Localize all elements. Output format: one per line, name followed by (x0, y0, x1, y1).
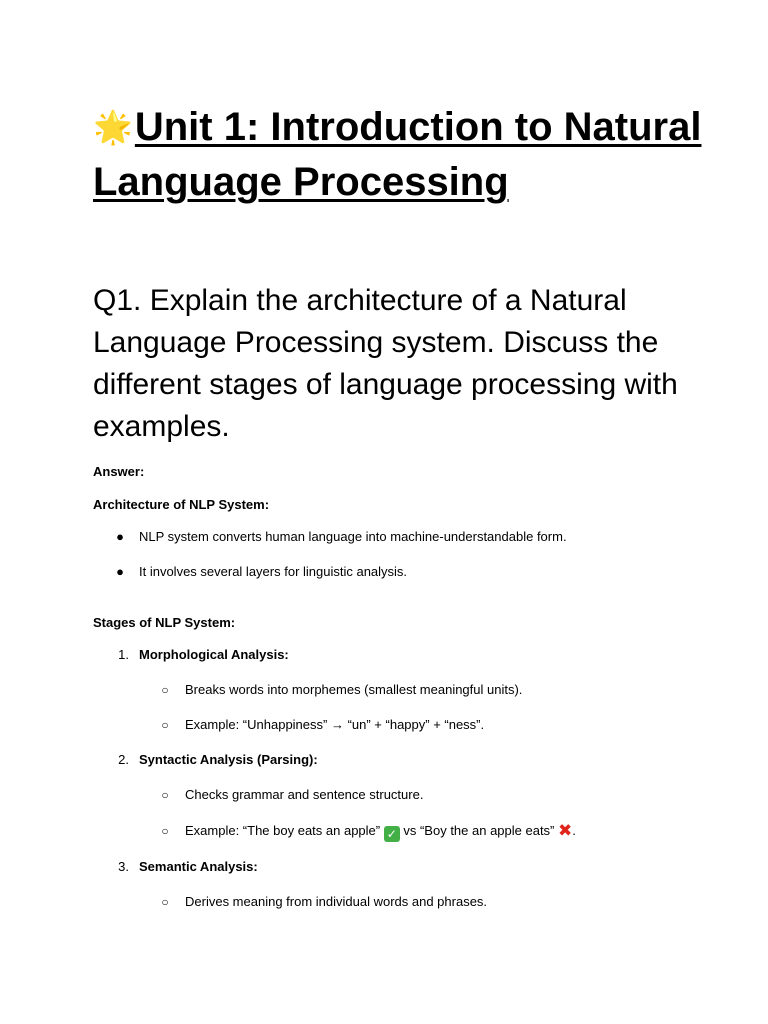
sub-bullet-marker: ○ (161, 683, 169, 697)
stage-title: Morphological Analysis: (139, 647, 289, 662)
answer-label: Answer: (93, 464, 145, 479)
list-item-text: It involves several layers for linguistic analysis. (139, 564, 408, 579)
sub-bullet-marker: ○ (161, 788, 169, 802)
unit-title (93, 100, 713, 210)
sub-bullet-marker: ○ (161, 718, 169, 732)
architecture-heading: Architecture of NLP System: (93, 497, 270, 512)
stages-heading: Stages of NLP System: (93, 615, 236, 630)
bullet-marker: ● (116, 529, 124, 544)
sub-bullet-marker: ○ (161, 895, 169, 909)
example-text-before: Example: “The boy eats an apple” (185, 823, 381, 838)
sub-list-item-text: Breaks words into morphemes (smallest meaningful units). (185, 682, 523, 697)
example-text-after: . (572, 823, 576, 838)
unit-title-text: Unit 1: Introduction to Natural Language Processing (93, 105, 702, 204)
stage-number: 3. (118, 859, 129, 874)
stage-title: Syntactic Analysis (Parsing): (139, 752, 318, 767)
sub-list-item-text: Example: “Unhappiness” → “un” + “happy” + “ness”. (185, 717, 485, 732)
stage-number: 2. (118, 752, 129, 767)
sub-list-item-text (185, 822, 576, 842)
star-icon: 🌟 (93, 109, 133, 145)
sub-bullet-marker: ○ (161, 824, 169, 838)
list-item-text: NLP system converts human language into machine-understandable form. (139, 529, 567, 544)
cross-mark-icon: ✖ (558, 821, 573, 840)
example-text-middle: vs “Boy the an apple eats” (403, 823, 555, 838)
sub-list-item-text: Checks grammar and sentence structure. (185, 787, 424, 802)
stage-number: 1. (118, 647, 129, 662)
question-heading: Q1. Explain the architecture of a Natural Language Processing system. Discuss the different stages of language processing with examples. (93, 284, 678, 443)
stage-title: Semantic Analysis: (139, 859, 258, 874)
check-mark-icon: ✓ (384, 826, 400, 842)
bullet-marker: ● (116, 564, 124, 579)
sub-list-item-text: Derives meaning from individual words and phrases. (185, 894, 488, 909)
